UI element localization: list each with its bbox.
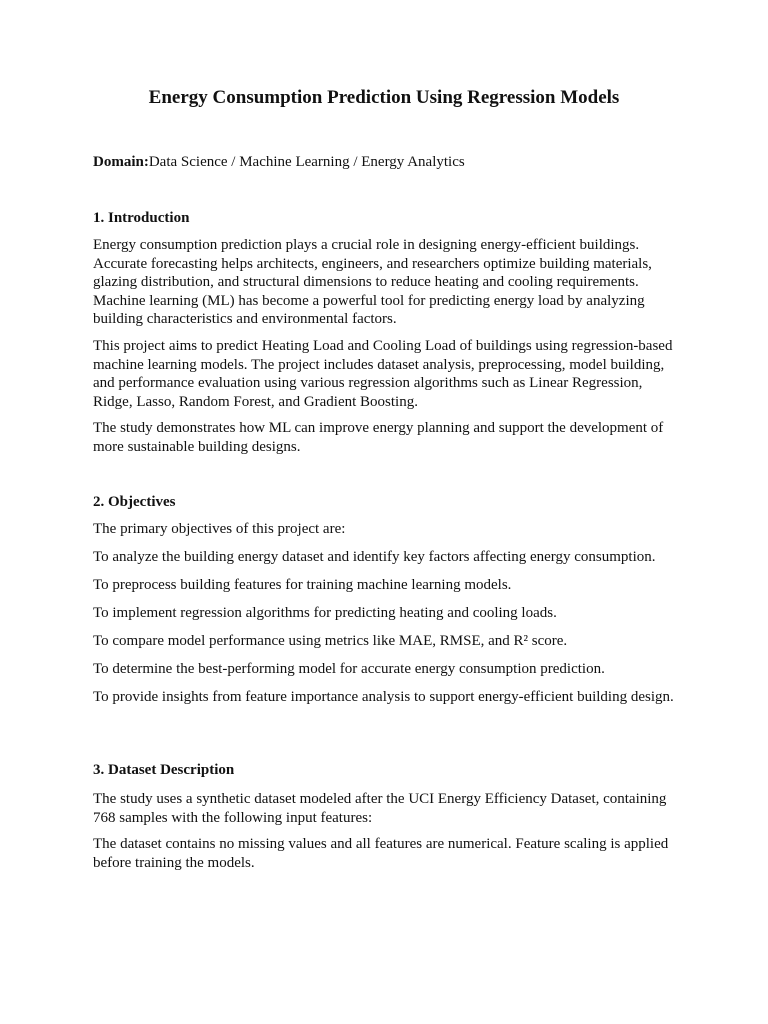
domain-line	[93, 153, 683, 172]
paragraph: Energy consumption prediction plays a crucial role in designing energy-efficient buildings. Accurate forecasting helps architects, engineers, and researchers optimize building materials, glazing distribution, and structural dimensions to reduce heating and cooling requirements. Machine learning (ML) has become a powerful tool for predicting energy load by analyzing building characteristics and environmental factors.	[93, 237, 652, 327]
domain-label: Domain:	[93, 154, 149, 170]
paragraph: The study uses a synthetic dataset modeled after the UCI Energy Efficiency Dataset, containing 768 samples with the following input features:	[93, 791, 667, 826]
objective-item: To implement regression algorithms for predicting heating and cooling loads.	[93, 605, 557, 621]
document-title: Energy Consumption Prediction Using Regression Models	[148, 87, 620, 108]
domain-value: Data Science / Machine Learning / Energy Analytics	[148, 154, 465, 170]
objective-item: To provide insights from feature importance analysis to support energy-efficient building design.	[93, 689, 674, 705]
section-heading-introduction: 1. Introduction	[93, 210, 190, 226]
objective-item: To compare model performance using metrics like MAE, RMSE, and R² score.	[93, 633, 568, 649]
objective-item: To analyze the building energy dataset and identify key factors affecting energy consumption.	[93, 549, 656, 565]
objective-item: To preprocess building features for training machine learning models.	[93, 577, 512, 593]
paragraph: The primary objectives of this project are:	[93, 521, 346, 537]
paragraph: The dataset contains no missing values and all features are numerical. Feature scaling is applied before training the models.	[93, 836, 669, 871]
section-heading-dataset-description: 3. Dataset Description	[93, 762, 235, 778]
paragraph: The study demonstrates how ML can improve energy planning and support the development of more sustainable building designs.	[93, 420, 664, 455]
objective-item: To determine the best-performing model for accurate energy consumption prediction.	[93, 661, 605, 677]
section-heading-objectives: 2. Objectives	[93, 494, 176, 510]
paragraph: This project aims to predict Heating Load and Cooling Load of buildings using regression-based machine learning models. The project includes dataset analysis, preprocessing, model building, and performance evaluation using various regression algorithms such as Linear Regression, Ridge, Lasso, Random Forest, and Gradient Boosting.	[93, 338, 673, 410]
